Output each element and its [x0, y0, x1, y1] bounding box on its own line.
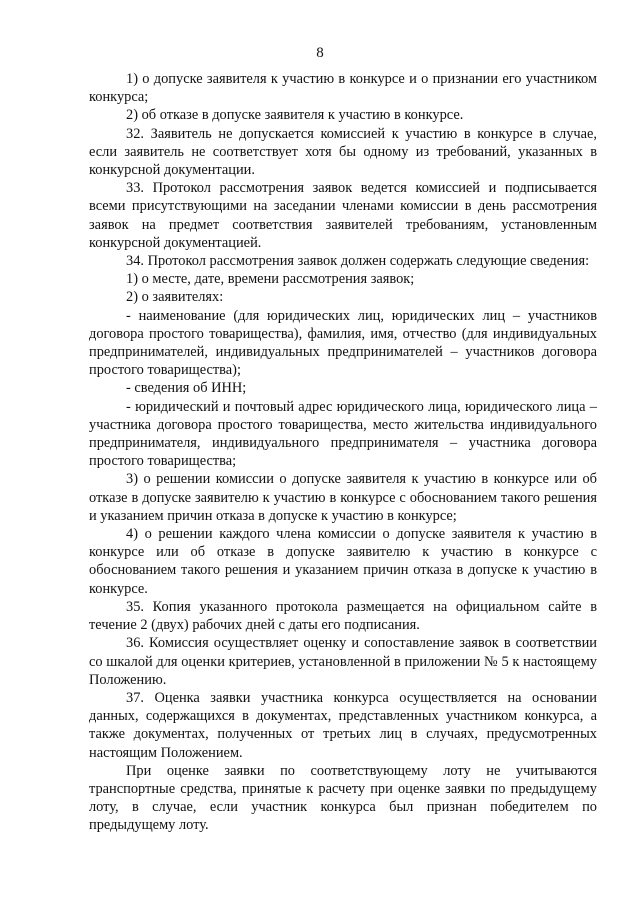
paragraph-item-1-place-date: 1) о месте, дате, времени рассмотрения заявок;: [126, 271, 415, 288]
paragraph-dash-name: - наименование (для юридических лиц, юридических лиц – участников договора простого товарищества), фамилия, имя, отчество (для индивидуальных предпринимателей, индивидуальных предпринимателей – участников договора простого товарищества);: [89, 307, 597, 379]
document-body: [89, 70, 597, 835]
paragraph-item-3-commission-decision: 3) о решении комиссии о допуске заявителя к участию в конкурсе или об отказе в допуске заявителю к участию в конкурсе с обоснованием такого решения и указанием причин отказа в допуске к участию в конкурсе;: [89, 471, 597, 524]
paragraph-clause-35: 35. Копия указанного протокола размещается на официальном сайте в течение 2 (двух) рабочих дней с даты его подписания.: [89, 598, 597, 634]
paragraph-clause-36: 36. Комиссия осуществляет оценку и сопоставление заявок в соответствии со шкалой для оценки критериев, установленной в приложении № 5 к настоящему Положению.: [89, 635, 597, 688]
paragraph-clause-37: 37. Оценка заявки участника конкурса осуществляется на основании данных, содержащихся в документах, представленных участником конкурса, а также документах, полученных от третьих лиц в случаях, предусмотренных настоящим Положением.: [89, 689, 597, 761]
paragraph-item-4-member-decision: 4) о решении каждого члена комиссии о допуске заявителя к участию в конкурсе или об отказе в допуске заявителю к участию в конкурсе с обоснованием такого решения и указанием причин отказа в допуске к участию в конкурсе.: [89, 526, 597, 597]
paragraph-clause-32: 32. Заявитель не допускается комиссией к участию в конкурсе в случае, если заявитель не соответствует хотя бы одному из требований, указанных в конкурсной документации.: [89, 125, 597, 179]
paragraph-lot-evaluation: При оценке заявки по соответствующему лоту не учитываются транспортные средства, принятые к расчету при оценке заявки по предыдущему лоту, в случае, если участник конкурса был признан победителем по предыдущему лоту.: [89, 762, 597, 834]
paragraph-item-1-admission: 1) о допуске заявителя к участию в конкурсе и о признании его участником конкурса;: [89, 71, 597, 106]
page-number: 8: [316, 45, 324, 61]
paragraph-dash-inn: - сведения об ИНН;: [126, 380, 247, 397]
paragraph-item-2-applicants: 2) о заявителях:: [126, 289, 224, 306]
paragraph-clause-34: 34. Протокол рассмотрения заявок должен содержать следующие сведения:: [126, 253, 590, 270]
paragraph-clause-33: 33. Протокол рассмотрения заявок ведется комиссией и подписывается всеми присутствующими на заседании членами комиссии в день рассмотрения заявок на предмет соответствия заявителей требованиям, установленным конкурсной документацией.: [89, 180, 597, 251]
paragraph-dash-address: - юридический и почтовый адрес юридического лица, юридического лица – участника договора простого товарищества, место жительства индивидуального предпринимателя, индивидуального предпринимателя – участника договора простого товарищества;: [89, 398, 597, 470]
paragraph-item-2-refusal: 2) об отказе в допуске заявителя к участию в конкурсе.: [126, 107, 464, 124]
